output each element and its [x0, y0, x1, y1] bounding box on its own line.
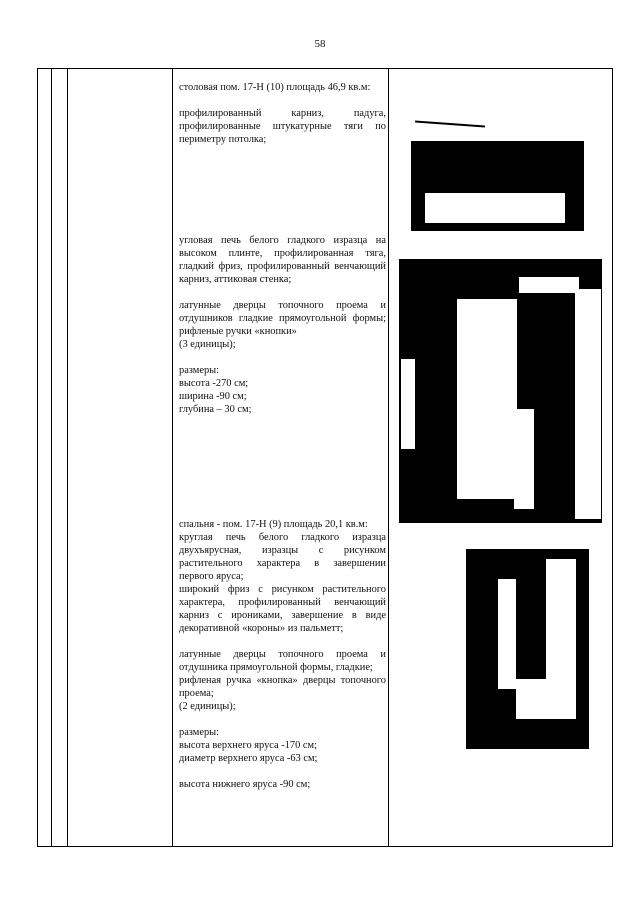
corner-stove-width: ширина -90 см; [179, 391, 247, 402]
round-stove-upper-height: высота верхнего яруса -170 см; [179, 740, 317, 751]
column-divider [51, 69, 52, 846]
corner-stove-doors: латунные дверцы топочного проема и отдушников гладкие прямоугольной формы; рифленые ручки «кнопки» [179, 300, 386, 337]
round-stove-lower-height: высота нижнего яруса -90 см; [179, 779, 311, 790]
column-divider [67, 69, 68, 846]
round-stove-frieze: широкий фриз с рисунком растительного характера, профилированный венчающий карниз с ирониками, завершение в виде декоративной «короны» из пальметт; [179, 584, 386, 634]
corner-stove-count: (3 единицы); [179, 339, 236, 350]
dining-room-description [179, 81, 386, 146]
bedroom-title: спальня - пом. 17-Н (9) площадь 20,1 кв.м: [179, 519, 368, 530]
round-stove-count: (2 единицы); [179, 701, 236, 712]
bedroom-description [179, 518, 386, 791]
dining-room-cornice: профилированный карниз, падуга, профилированные штукатурные тяги по периметру потолка; [179, 108, 386, 145]
corner-stove-text: угловая печь белого гладкого изразца на высоком плинте, профилированная тяга, гладкий фриз, профилированный венчающий карниз, аттиковая стенка; [179, 235, 386, 285]
ceiling-cornice-photo [411, 81, 584, 231]
column-divider [388, 69, 389, 846]
round-stove-doors: латунные дверцы топочного проема и отдушника прямоугольной формы, гладкие; [179, 649, 386, 673]
column-divider [172, 69, 173, 846]
round-stove-text: круглая печь белого гладкого изразца двухъярусная, изразцы с рисунком растительного характера в завершении первого яруса; [179, 532, 386, 582]
corner-stove-photo [399, 259, 602, 523]
dining-room-title: столовая пом. 17-Н (10) площадь 46,9 кв.м: [179, 82, 371, 93]
round-stove-upper-diameter: диаметр верхнего яруса -63 см; [179, 753, 318, 764]
corner-stove-depth: глубина – 30 см; [179, 404, 252, 415]
page-number: 58 [314, 38, 326, 50]
corner-stove-dimensions-label: размеры: [179, 365, 220, 376]
inventory-table [37, 68, 613, 847]
corner-stove-description [179, 234, 386, 416]
round-stove-photo [436, 549, 589, 749]
corner-stove-height: высота -270 см; [179, 378, 249, 389]
round-stove-dimensions-label: размеры: [179, 727, 220, 738]
round-stove-handle: рифленая ручка «кнопка» дверцы топочного проема; [179, 675, 386, 699]
